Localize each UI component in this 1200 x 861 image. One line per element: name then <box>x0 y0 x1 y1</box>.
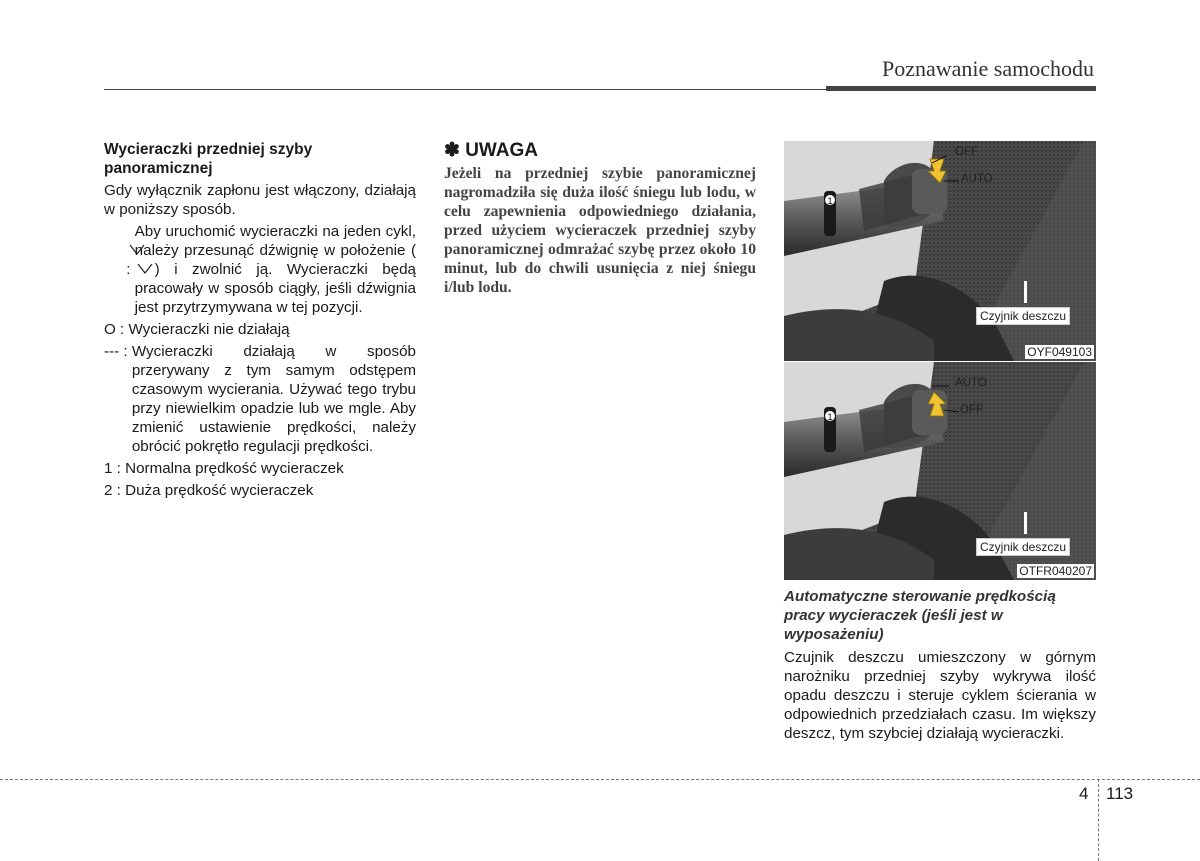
rain-sensor-label: Czyjnik deszczu <box>976 538 1070 556</box>
figure-wiper-stalk-1 <box>784 141 1096 361</box>
note-title: UWAGA <box>465 140 539 161</box>
list-text-intermittent: Wycieraczki działają w sposób przerywany z tym samym odstępem czasowym wycierania. Używać tego trybu przy niewielkim opadzie lub we mgle. Aby zmienić ustawienie prędkości, należy obrócić pokrętło regulacji prędkości. <box>131 343 416 455</box>
figure-code: OTFR040207 <box>1019 564 1092 578</box>
svg-text:1: 1 <box>827 196 833 206</box>
chapter-number: 4 <box>1079 784 1089 803</box>
list-key-speed-2: 2 : <box>104 482 126 499</box>
note-block <box>444 139 756 297</box>
list-key-mist: : <box>104 222 135 317</box>
list-item-mist <box>104 222 416 317</box>
intro-text: Gdy wyłącznik zapłonu jest włączony, działają w poniższy sposób. <box>104 182 416 218</box>
rain-sensor-label: Czyjnik deszczu <box>976 307 1070 325</box>
mist-chevron-icon <box>104 222 122 279</box>
list-text-mist: Aby uruchomić wycieraczki na jeden cykl, należy przesunąć dźwignię w położenie () i zwolnić ją. Wycieraczki będą pracowały w sposób ciągły, jeśli dźwignia jest przytrzymywana w tej pozycji. <box>134 223 416 316</box>
left-column <box>104 140 416 500</box>
list-key-speed-1: 1 : <box>104 460 126 477</box>
page-number: 113 <box>1106 784 1134 803</box>
note-heading <box>444 139 756 162</box>
list-key-off: O : <box>104 321 129 338</box>
list-text-speed-2: Duża prędkość wycieraczek <box>125 482 314 499</box>
header-rule-accent <box>826 86 1096 91</box>
figure-caption <box>784 587 1096 743</box>
asterisk-icon: ✽ <box>444 140 460 161</box>
figure-label-off: OFF <box>960 404 983 416</box>
figure-label-auto: AUTO <box>955 377 987 389</box>
list-text-speed-1: Normalna prędkość wycieraczek <box>125 460 344 477</box>
section-heading: Wycieraczki przedniej szyby panoramicznej <box>104 141 313 177</box>
note-body: Jeżeli na przedniej szybie panoramicznej nagromadziła się duża ilość śniegu lub lodu, w celu zapewnienia odpowiedniego działania, przed użyciem wycieraczek przedniej szyby panoramicznej odmrażać szybę przez około 10 minut, lub do chwili usunięcia z niej śniegu i/lub lodu. <box>444 165 756 296</box>
footer-rule <box>0 779 1200 780</box>
footer-divider <box>1098 779 1099 861</box>
list-text-off: Wycieraczki nie działają <box>128 321 290 338</box>
caption-heading: Automatyczne sterowanie prędkością pracy wycieraczek (jeśli jest w wyposażeniu) <box>784 588 1056 643</box>
figure-label-off: OFF <box>955 146 978 158</box>
list-key-intermittent: --- : <box>104 343 132 360</box>
caption-body: Czujnik deszczu umieszczony w górnym narożniku przedniej szyby wykrywa ilość opadu deszczu i steruje cyklem ścierania w odpowiednich przedziałach czasu. Im większy deszcz, tym szybciej działają wycieraczki. <box>784 649 1096 742</box>
list-item-off <box>104 320 416 339</box>
figure-wiper-stalk-2 <box>784 362 1096 580</box>
figure-code: OYF049103 <box>1027 345 1092 359</box>
mist-chevron-icon-inline <box>135 260 155 279</box>
svg-text:1: 1 <box>827 412 833 422</box>
wiper-stalk-illustration <box>784 141 1096 361</box>
page-header-title: Poznawanie samochodu <box>882 56 1094 81</box>
list-item-speed-1 <box>104 459 416 478</box>
figure-label-auto: AUTO <box>961 173 993 185</box>
list-item-speed-2 <box>104 481 416 500</box>
list-item-intermittent <box>104 342 416 456</box>
